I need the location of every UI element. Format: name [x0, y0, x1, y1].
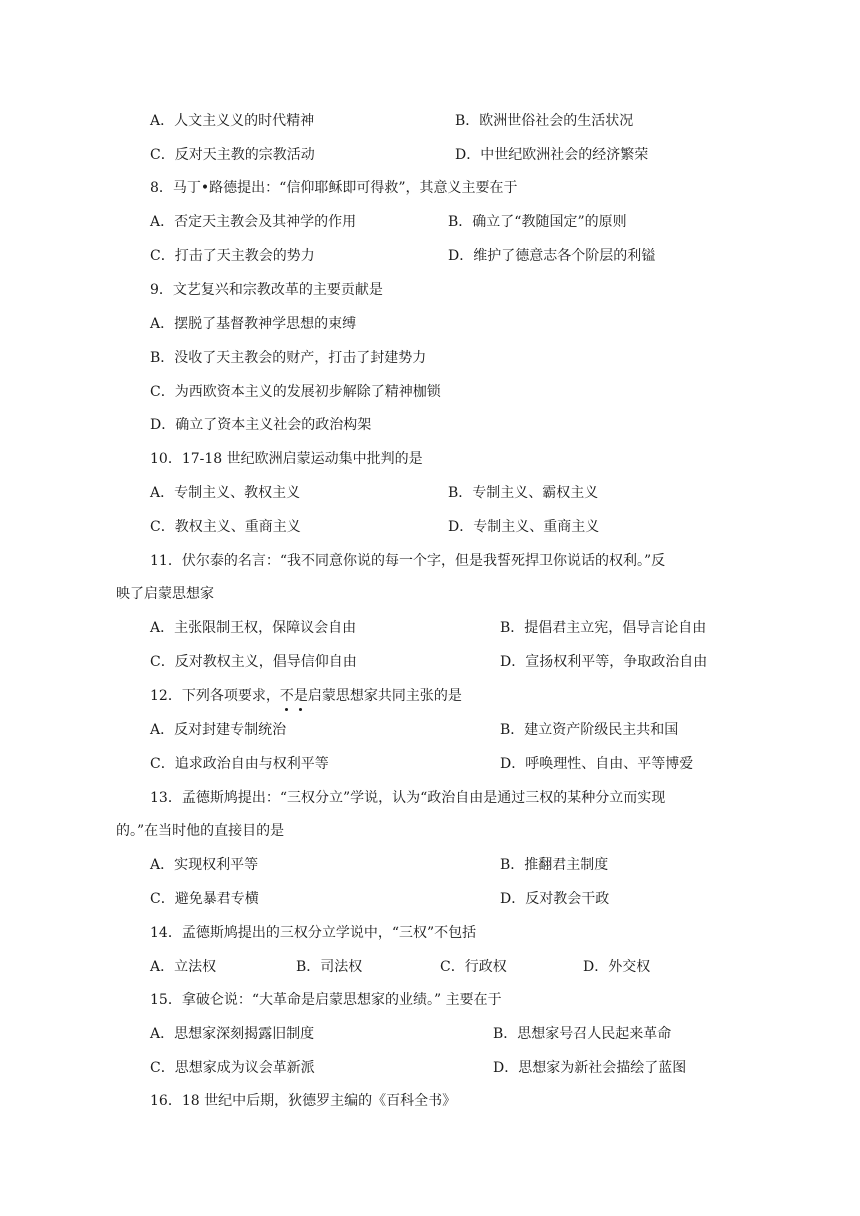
- q11-option-b: B．提倡君主立宪，倡导言论自由: [500, 620, 707, 636]
- q9-option-b: B．没收了天主教会的财产，打击了封建势力: [150, 350, 427, 366]
- q15-stem: 15．拿破仑说：“大革命是启蒙思想家的业绩。” 主要在于: [150, 992, 502, 1008]
- q14-option-a: A．立法权: [150, 959, 217, 975]
- q13-option-b: B．推翻君主制度: [500, 857, 609, 873]
- q16-stem: 16．18 世纪中后期，狄德罗主编的《百科全书》: [150, 1093, 457, 1109]
- q10-option-a: A．专制主义、教权主义: [150, 485, 301, 501]
- q7-option-b: B．欧洲世俗社会的生活状况: [455, 113, 634, 129]
- q14-stem: 14．孟德斯鸠提出的三权分立学说中，“三权”不包括: [150, 925, 477, 941]
- q12-stem-suffix: 启蒙思想家共同主张的是: [307, 688, 462, 704]
- q14-option-c: C．行政权: [440, 959, 507, 975]
- q7-option-d: D．中世纪欧洲社会的经济繁荣: [455, 147, 649, 163]
- q12-emphasis-char-2: 是: [293, 688, 308, 704]
- q13-option-d: D．反对教会干政: [500, 891, 610, 907]
- q11-option-d: D．宣扬权利平等，争取政治自由: [500, 654, 708, 670]
- q14-option-d: D．外交权: [583, 959, 651, 975]
- q15-option-b: B．思想家号召人民起来革命: [493, 1026, 672, 1042]
- q13-stem-line1: 13．孟德斯鸠提出：“三权分立”学说，认为“政治自由是通过三权的某种分立而实现: [150, 790, 666, 806]
- q13-stem-line2: 的。”在当时他的直接目的是: [116, 823, 285, 839]
- q12-option-c: C．追求政治自由与权利平等: [150, 756, 329, 772]
- q9-stem: 9．文艺复兴和宗教改革的主要贡献是: [150, 282, 383, 298]
- q11-option-c: C．反对教权主义，倡导信仰自由: [150, 654, 357, 670]
- q8-stem: 8．马丁•路德提出：“信仰耶稣即可得救”，其意义主要在于: [150, 180, 518, 196]
- q10-option-c: C．教权主义、重商主义: [150, 519, 301, 535]
- q8-option-c: C．打击了天主教会的势力: [150, 248, 315, 264]
- q10-option-b: B．专制主义、霸权主义: [448, 485, 599, 501]
- q12-stem: [150, 686, 462, 706]
- q9-option-a: A．摆脱了基督教神学思想的束缚: [150, 316, 357, 332]
- q8-option-a: A．否定天主教会及其神学的作用: [150, 214, 357, 230]
- q10-stem: 10．17-18 世纪欧洲启蒙运动集中批判的是: [150, 451, 423, 467]
- q8-option-d: D．维护了德意志各个阶层的利镒: [448, 248, 656, 264]
- q9-option-d: D．确立了资本主义社会的政治构架: [150, 417, 372, 433]
- q14-option-b: B．司法权: [296, 959, 363, 975]
- q10-option-d: D．专制主义、重商主义: [448, 519, 600, 535]
- q13-option-a: A．实现权利平等: [150, 857, 259, 873]
- q12-emphasis-char-1: 不: [279, 688, 294, 704]
- q11-option-a: A．主张限制王权，保障议会自由: [150, 620, 357, 636]
- q9-option-c: C．为西欧资本主义的发展初步解除了精神枷锁: [150, 384, 441, 400]
- q12-option-d: D．呼唤理性、自由、平等博爱: [500, 756, 694, 772]
- q12-stem-prefix: 12．下列各项要求，: [150, 688, 280, 704]
- q7-option-a: A．人文主义义的时代精神: [150, 113, 315, 129]
- q11-stem-line2: 映了启蒙思想家: [116, 586, 214, 602]
- q13-option-c: C．避免暴君专横: [150, 891, 259, 907]
- q12-option-b: B．建立资产阶级民主共和国: [500, 722, 679, 738]
- q12-option-a: A．反对封建专制统治: [150, 722, 287, 738]
- q15-option-c: C．思想家成为议会革新派: [150, 1060, 315, 1076]
- q7-option-c: C．反对天主教的宗教活动: [150, 147, 315, 163]
- q15-option-a: A．思想家深刻揭露旧制度: [150, 1026, 315, 1042]
- q15-option-d: D．思想家为新社会描绘了蓝图: [493, 1060, 687, 1076]
- q11-stem-line1: 11．伏尔泰的名言：“我不同意你说的每一个字，但是我誓死捍卫你说话的权利。”反: [150, 553, 666, 569]
- q8-option-b: B．确立了“教随国定”的原则: [448, 214, 627, 230]
